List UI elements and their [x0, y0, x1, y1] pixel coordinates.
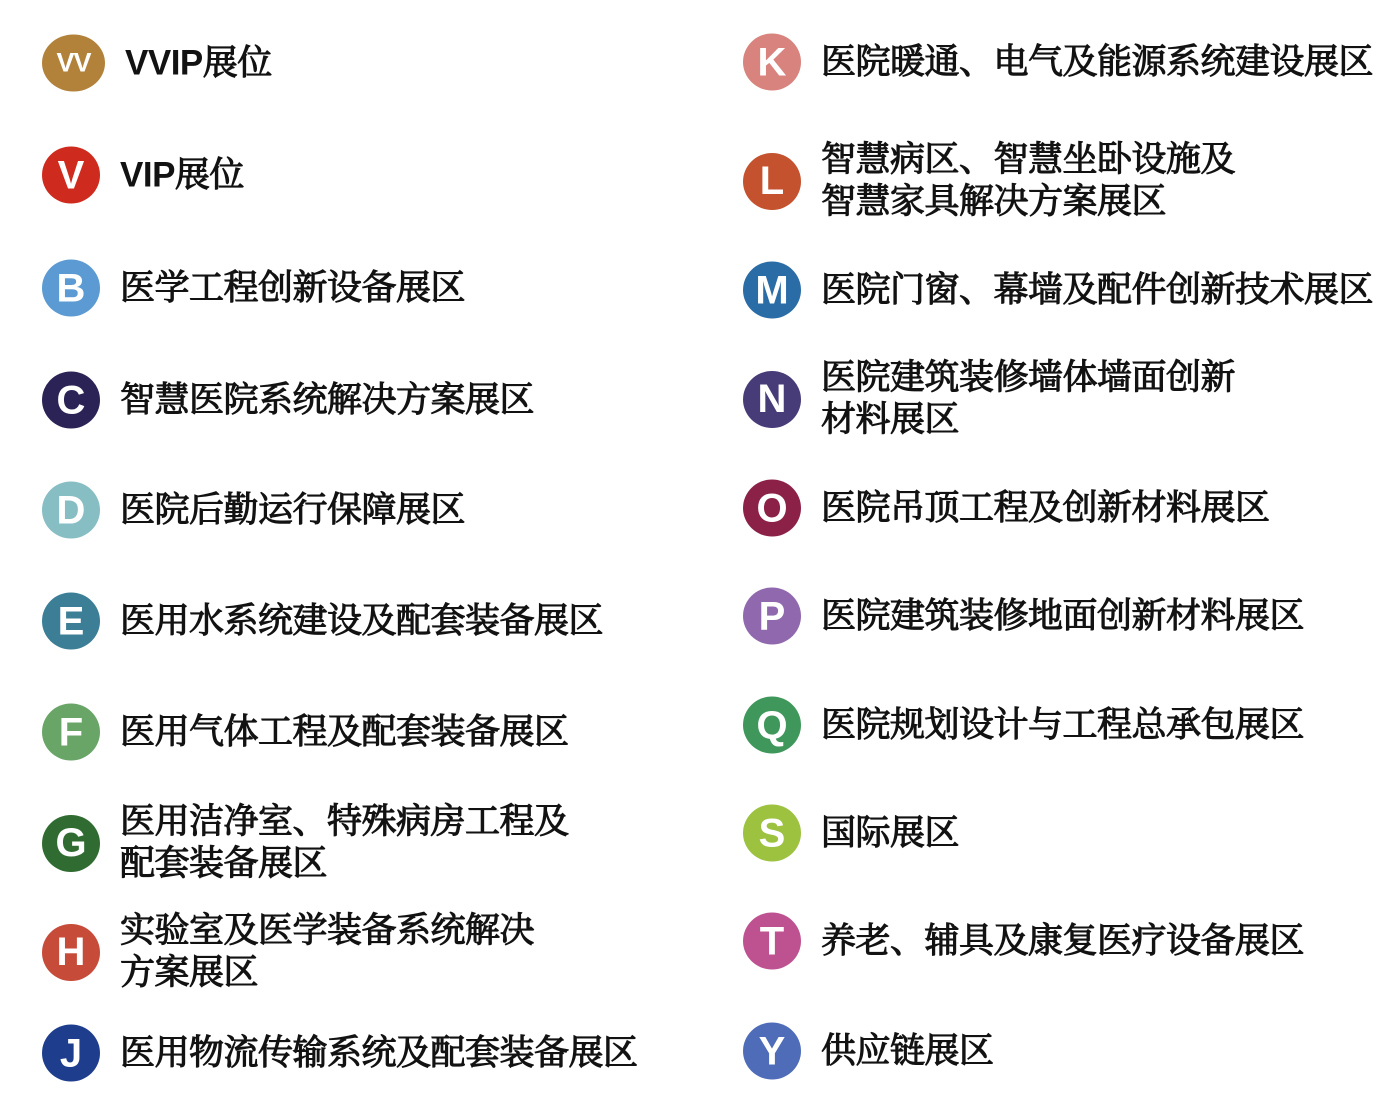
zone-badge-letter: N — [757, 377, 787, 421]
zone-label-line: 方案展区 — [120, 953, 259, 992]
zone-label — [120, 711, 569, 753]
legend-item-j — [42, 1025, 638, 1082]
zone-label-line: 医院规划设计与工程总承包展区 — [821, 705, 1305, 744]
legend-item-y — [743, 1023, 994, 1080]
legend-item-n — [743, 357, 1235, 441]
zone-label — [120, 379, 534, 421]
zone-label-line: 养老、辅具及康复医疗设备展区 — [821, 921, 1305, 960]
zone-badge-letter: T — [759, 919, 785, 963]
zone-label-line: 国际展区 — [821, 813, 960, 852]
zone-badge-f-icon — [42, 704, 100, 761]
zone-label — [821, 920, 1304, 962]
zone-label-line: 医院建筑装修墙体墙面创新 — [821, 358, 1236, 397]
zone-badge-t-icon — [743, 913, 801, 970]
zone-badge-m-icon — [743, 262, 801, 319]
legend-item-k — [743, 34, 1373, 91]
zone-label — [120, 801, 569, 885]
legend-item-v — [42, 147, 244, 204]
zone-label-line: 配套装备展区 — [120, 844, 328, 883]
zone-badge-letter: M — [755, 268, 789, 312]
legend-item-s — [743, 805, 959, 862]
zone-label — [120, 910, 534, 994]
legend-item-f — [42, 704, 569, 761]
zone-label-line: 医院建筑装修地面创新材料展区 — [821, 596, 1305, 635]
zone-label — [120, 1032, 638, 1074]
zone-badge-d-icon — [42, 482, 100, 539]
zone-badge-letter: L — [759, 159, 785, 203]
zone-label-line: 智慧家具解决方案展区 — [821, 182, 1167, 221]
zone-label — [821, 357, 1235, 441]
zone-badge-s-icon — [743, 805, 801, 862]
zone-label — [821, 704, 1304, 746]
zone-label — [821, 269, 1373, 311]
zone-label — [120, 489, 465, 531]
zone-label-line: 实验室及医学装备系统解决 — [120, 911, 535, 950]
zone-badge-letter: J — [59, 1031, 83, 1075]
zone-badge-l-icon — [743, 153, 801, 210]
legend-item-d — [42, 482, 465, 539]
zone-label-line: 智慧医院系统解决方案展区 — [120, 380, 535, 419]
zone-badge-h-icon — [42, 924, 100, 981]
zone-badge-letter: P — [758, 594, 786, 638]
zone-label — [125, 42, 272, 84]
zone-label-line: 供应链展区 — [821, 1031, 994, 1070]
zone-badge-k-icon — [743, 34, 801, 91]
zone-badge-b-icon — [42, 260, 100, 317]
legend-item-q — [743, 697, 1304, 754]
zone-badge-letter: E — [57, 599, 85, 643]
zone-badge-letter: VV — [56, 47, 91, 78]
zone-badge-letter: H — [56, 930, 86, 974]
zone-label-line: 智慧病区、智慧坐卧设施及 — [821, 140, 1236, 179]
zone-label-line: 医用物流传输系统及配套装备展区 — [120, 1033, 638, 1072]
legend-item-b — [42, 260, 465, 317]
zone-badge-letter: Y — [758, 1029, 786, 1073]
zone-label-line: VIP展位 — [120, 155, 244, 194]
zone-badge-letter: S — [758, 811, 786, 855]
zone-badge-letter: K — [757, 40, 787, 84]
zone-badge-letter: V — [57, 153, 85, 197]
zone-label-line: 医院门窗、幕墙及配件创新技术展区 — [821, 270, 1374, 309]
zone-badge-j-icon — [42, 1025, 100, 1082]
legend-item-l — [743, 139, 1235, 223]
zone-badge-letter: G — [55, 821, 87, 865]
zone-badge-letter: C — [56, 378, 86, 422]
zone-badge-q-icon — [743, 697, 801, 754]
zone-badge-letter: F — [58, 710, 84, 754]
zone-badge-letter: D — [56, 488, 86, 532]
zone-label — [821, 139, 1235, 223]
zone-badge-y-icon — [743, 1023, 801, 1080]
zone-label-line: 医用洁净室、特殊病房工程及 — [120, 802, 569, 841]
zone-label-line: 医院后勤运行保障展区 — [120, 490, 466, 529]
zone-badge-g-icon — [42, 815, 100, 872]
zone-label-line: 医院吊顶工程及创新材料展区 — [821, 488, 1270, 527]
zone-label-line: 材料展区 — [821, 400, 960, 439]
zone-label — [821, 487, 1270, 529]
zone-badge-c-icon — [42, 372, 100, 429]
legend-item-vv — [42, 35, 272, 92]
zone-badge-v-icon — [42, 147, 100, 204]
zone-badge-n-icon — [743, 371, 801, 428]
legend-item-c — [42, 372, 534, 429]
zone-label — [120, 600, 603, 642]
zone-label — [120, 154, 244, 196]
zone-label-line: VVIP展位 — [125, 43, 272, 82]
legend-item-g — [42, 801, 569, 885]
zone-badge-e-icon — [42, 593, 100, 650]
zone-badge-letter: B — [56, 266, 86, 310]
legend-item-h — [42, 910, 534, 994]
zone-label-line: 医院暖通、电气及能源系统建设展区 — [821, 42, 1374, 81]
zone-label — [821, 1030, 994, 1072]
zone-label-line: 医学工程创新设备展区 — [120, 268, 466, 307]
legend-item-m — [743, 262, 1373, 319]
zone-badge-p-icon — [743, 588, 801, 645]
legend-item-p — [743, 588, 1304, 645]
zone-badge-letter: O — [756, 486, 788, 530]
legend-item-e — [42, 593, 603, 650]
zone-label-line: 医用气体工程及配套装备展区 — [120, 712, 569, 751]
zone-label — [821, 595, 1304, 637]
zone-badge-o-icon — [743, 480, 801, 537]
zone-label — [120, 267, 465, 309]
legend-item-t — [743, 913, 1304, 970]
zone-label-line: 医用水系统建设及配套装备展区 — [120, 601, 604, 640]
legend-item-o — [743, 480, 1270, 537]
zone-label — [821, 812, 959, 854]
zone-badge-vv-icon — [42, 35, 105, 92]
zone-label — [821, 41, 1373, 83]
zone-badge-letter: Q — [756, 703, 788, 747]
